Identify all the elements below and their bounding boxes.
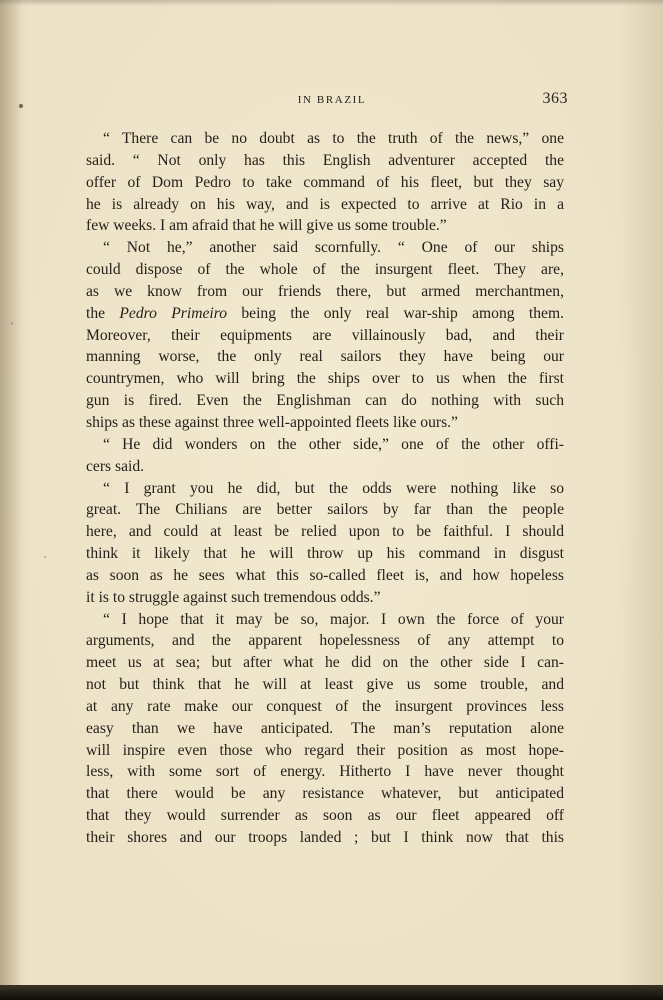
text-line: at any rate make our conquest of the insurgent provinces less (86, 697, 564, 715)
text-line: think it likely that he will throw up his command in disgust (86, 545, 564, 563)
text-line: not but think that he will at least give us some trouble, and (86, 676, 564, 694)
text-line: that they would surrender as soon as our fleet appeared off (86, 807, 564, 825)
text-line: could dispose of the whole of the insurgent fleet. They are, (86, 261, 564, 279)
italic-ship-name: Pedro Primeiro (119, 304, 228, 322)
text-line: here, and could at least be relied upon to be faithful. I should (86, 523, 564, 541)
text-line: that there would be any resistance whatever, but anticipated (86, 785, 564, 803)
text-line: “ Not he,” another said scornfully. “ One of our ships (103, 239, 564, 257)
text-line: easy than we have anticipated. The man’s reputation alone (86, 719, 564, 737)
text-segment: the (86, 304, 120, 322)
text-line: offer of Dom Pedro to take command of his fleet, but they say (86, 173, 564, 191)
text-line: will inspire even those who regard their position as most hope- (86, 741, 564, 759)
text-line: cers said. (86, 457, 145, 475)
text-line: “ There can be no doubt as to the truth of the news,” one (103, 130, 564, 147)
scan-bottom-edge (0, 985, 663, 1000)
text-line: Moreover, their equipments are villainously bad, and their (86, 326, 564, 344)
text-line: countrymen, who will bring the ships over to us when the first (86, 370, 564, 388)
text-line: “ I grant you he did, but the odds were nothing like so (103, 479, 564, 497)
text-segment: being the only real war-ship among them. (227, 304, 564, 322)
text-line: arguments, and the apparent hopelessness of any attempt to (86, 632, 564, 650)
text-line: “ I hope that it may be so, major. I own the force of your (103, 610, 564, 628)
page-number: 363 (542, 90, 568, 107)
text-line: less, with some sort of energy. Hitherto I have never thought (86, 763, 564, 781)
text-line: gun is fired. Even the Englishman can do nothing with such (86, 392, 564, 410)
running-head (86, 91, 568, 111)
text-line: few weeks. I am afraid that he will give us some trouble.” (86, 217, 447, 235)
text-line: ships as these against three well-appointed fleets like ours.” (86, 413, 458, 431)
paper-speck (11, 322, 13, 325)
text-line: meet us at sea; but after what he did on the other side I can- (86, 654, 564, 672)
paper-speck (44, 556, 46, 558)
paper-speck (19, 104, 23, 108)
text-line: “ He did wonders on the other side,” one of the other offi- (103, 435, 564, 453)
text-line: as soon as he sees what this so-called fleet is, and how hopeless (86, 566, 564, 584)
text-line: he is already on his way, and is expected to arrive at Rio in a (86, 195, 564, 213)
binding-shadow (0, 0, 22, 985)
text-line: it is to struggle against such tremendous odds.” (86, 588, 381, 606)
text-line: their shores and our troops landed ; but I think now that this (86, 829, 564, 846)
text-line (86, 303, 564, 325)
text-line: great. The Chilians are better sailors by far than the people (86, 501, 564, 519)
text-line: as we know from our friends there, but armed merchantmen, (86, 282, 564, 300)
running-title: IN BRAZIL (297, 94, 367, 106)
text-line: said. “ Not only has this English adventurer accepted the (86, 151, 564, 169)
body-text (86, 128, 564, 849)
text-line: manning worse, the only real sailors they have being our (86, 348, 564, 366)
